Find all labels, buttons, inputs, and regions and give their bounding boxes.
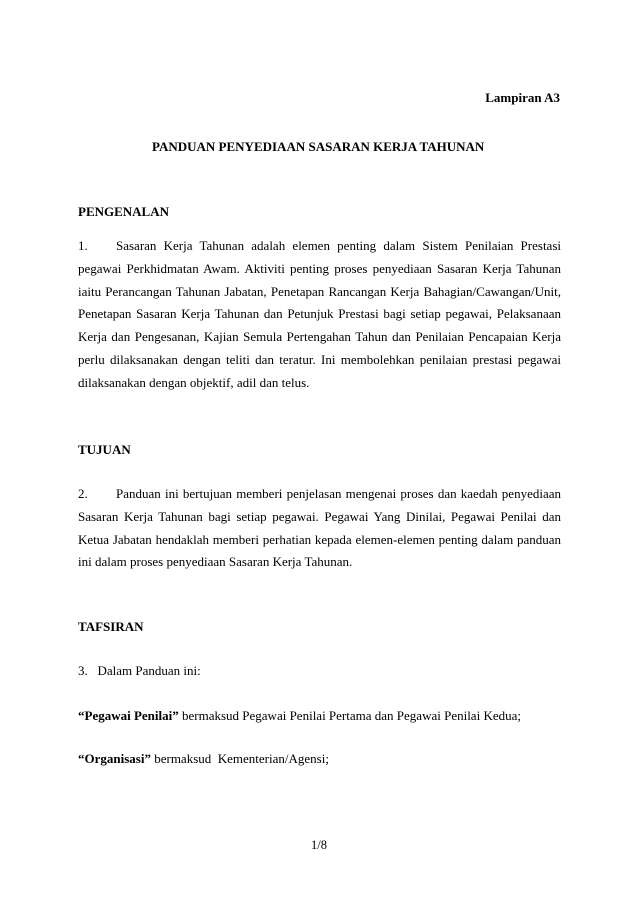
paragraph-number: 1. xyxy=(78,238,88,253)
section-heading-tujuan: TUJUAN xyxy=(78,442,131,457)
section-heading-tafsiran: TAFSIRAN xyxy=(78,619,144,634)
paragraph-text: Panduan ini bertujuan memberi penjelasan mengenai proses dan kaedah penyediaan Sasaran Kerja Tahunan bagi setiap pegawai. Pegawai Yang Dinilai, Pegawai Penilai dan Ketua Jabatan hendaklah memberi perhatian kepada elemen-elemen penting dalam panduan ini dalam proses penyediaan Sasaran Kerja Tahunan. xyxy=(78,486,561,570)
paragraph-pengenalan xyxy=(78,235,561,395)
paragraph-number: 2. xyxy=(78,486,88,501)
definition-term: “Organisasi” xyxy=(78,751,151,766)
definition-pegawai-penilai xyxy=(78,708,521,724)
definition-organisasi xyxy=(78,751,329,767)
definition-meaning: bermaksud Kementerian/Agensi; xyxy=(150,751,329,766)
page-number: 1/8 xyxy=(311,838,327,852)
document-title: PANDUAN PENYEDIAAN SASARAN KERJA TAHUNAN xyxy=(152,139,485,154)
appendix-label: Lampiran A3 xyxy=(485,90,560,105)
paragraph-tujuan xyxy=(78,483,561,574)
paragraph-text: Sasaran Kerja Tahunan adalah elemen penting dalam Sistem Penilaian Prestasi pegawai Perkhidmatan Awam. Aktiviti penting proses penyediaan Sasaran Kerja Tahunan iaitu Perancangan Tahunan Jabatan, Penetapan Rancangan Kerja Bahagian/Cawangan/Unit, Penetapan Sasaran Kerja Tahunan dan Petunjuk Prestasi bagi setiap pegawai, Pelaksanaan Kerja dan Pengesanan, Kajian Semula Pertengahan Tahun dan Penilaian Pencapaian Kerja perlu dilaksanakan dengan teliti dan teratur. Ini membolehkan penilaian prestasi pegawai dilaksanakan dengan objektif, adil dan telus. xyxy=(78,238,561,390)
definition-term: “Pegawai Penilai” xyxy=(78,708,179,723)
section-heading-pengenalan: PENGENALAN xyxy=(78,204,170,219)
definition-meaning: bermaksud Pegawai Penilai Pertama dan Pegawai Penilai Kedua; xyxy=(178,708,521,723)
tafsiran-intro: 3. Dalam Panduan ini: xyxy=(78,663,201,678)
